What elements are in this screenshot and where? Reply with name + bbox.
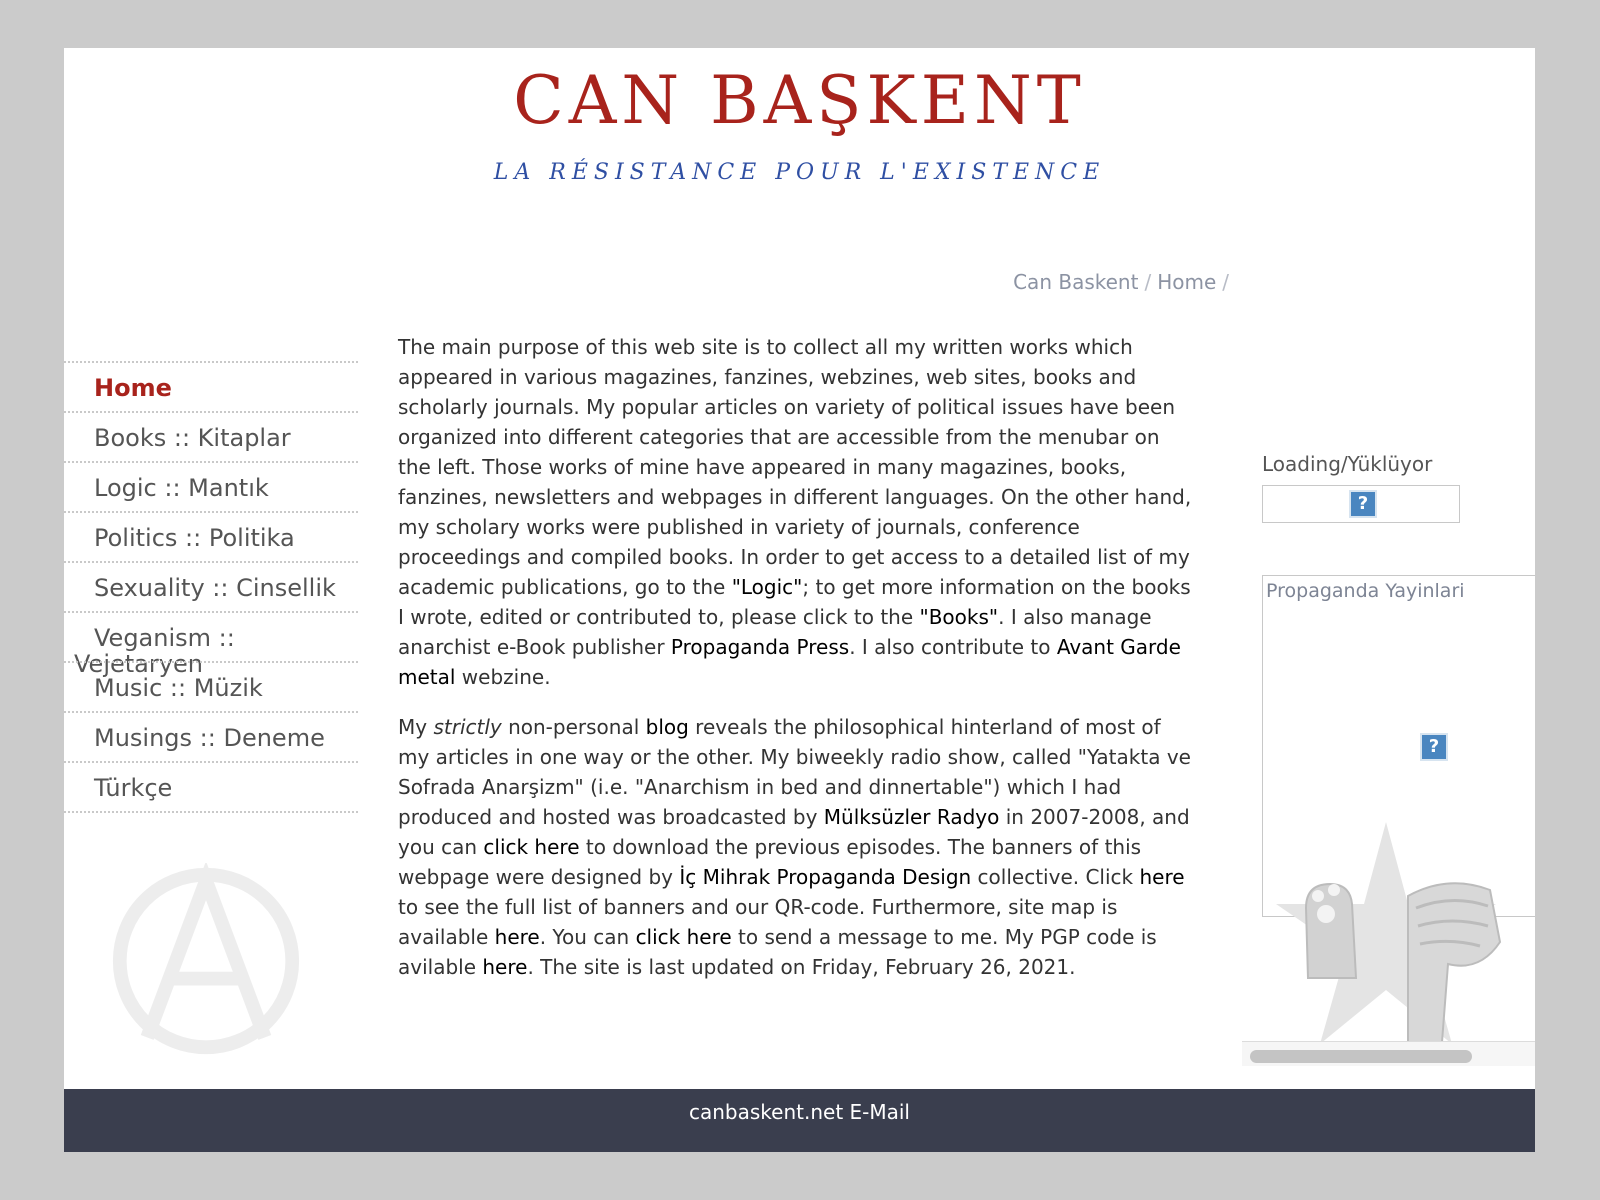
missing-plugin-icon: ? xyxy=(1420,733,1448,761)
blog-paragraph xyxy=(398,712,1198,982)
text: The main purpose of this web site is to collect all my written works which appeared in various magazines, fanzines, webzines, web sites, books and scholarly journals. My popular articles on variety of political issues have been organized into different categories that are accessible from the menubar on the left. Those works of mine have appeared in many magazines, books, fanzines, newsletters and webpages in different languages. On the other hand, my scholary works were published in variety of journals, conference proceedings and compiled books. In order to get access to a detailed list of my academic publications, go to the xyxy=(398,335,1192,599)
contact-link[interactable]: click here xyxy=(635,925,732,949)
ic-mihrak-link[interactable]: İç Mihrak Propaganda Design xyxy=(679,865,972,889)
main-content xyxy=(398,332,1198,1002)
text: non-personal xyxy=(501,715,646,739)
text: webzine. xyxy=(455,665,551,689)
mulksuzler-radyo-link[interactable]: Mülksüzler Radyo xyxy=(823,805,1000,829)
propaganda-press-link[interactable]: Propaganda Press xyxy=(670,635,850,659)
sidebar-item-turkce[interactable]: Türkçe xyxy=(64,761,358,813)
sidebar-item-veganism-line1: Veganism :: xyxy=(94,624,235,652)
page xyxy=(64,48,1535,1152)
sidebar-nav xyxy=(64,361,358,813)
intro-paragraph xyxy=(398,332,1198,692)
text: reveals the philosophical hinterland of most of my articles in one way or the other. My biweekly radio show, called "Yatakta ve Sofrada Anarşizm" (i.e. "Anarchism in bed and dinnertable") which I had produced and hosted was broadcasted by xyxy=(398,715,1191,829)
anarchy-symbol-icon xyxy=(108,863,304,1059)
text: to send a message to me. My PGP code is avilable xyxy=(398,925,1157,979)
text: to see the full list of banners and our QR-code. Furthermore, site map is available xyxy=(398,895,1118,949)
emphasis-text: strictly xyxy=(433,715,502,739)
sidebar-item-music[interactable]: Music :: Müzik xyxy=(64,661,358,711)
logic-link[interactable]: "Logic" xyxy=(731,575,803,599)
sidebar-item-books[interactable]: Books :: Kitaplar xyxy=(64,411,358,461)
sidebar-item-logic[interactable]: Logic :: Mantık xyxy=(64,461,358,511)
sidebar-item-veganism-line2: Vejetaryen xyxy=(74,650,203,678)
text: . I also contribute to xyxy=(849,635,1057,659)
widget-title: Propaganda Yayinlari xyxy=(1266,580,1465,602)
loading-embed[interactable] xyxy=(1262,485,1460,523)
loading-label: Loading/Yüklüyor xyxy=(1262,452,1433,476)
blog-link[interactable]: blog xyxy=(645,715,689,739)
pgp-link[interactable]: here xyxy=(482,955,528,979)
text: collective. Click xyxy=(971,865,1140,889)
banners-link[interactable]: here xyxy=(1139,865,1185,889)
sidebar-item-politics[interactable]: Politics :: Politika xyxy=(64,511,358,561)
missing-plugin-icon: ? xyxy=(1349,490,1377,518)
star-fist-emblem-icon xyxy=(1248,818,1524,1048)
text: to download the previous episodes. The banners of this webpage were designed by xyxy=(398,835,1142,889)
sidebar-item-musings[interactable]: Musings :: Deneme xyxy=(64,711,358,761)
breadcrumb-item-home[interactable]: Home xyxy=(1157,270,1217,294)
horizontal-scrollbar[interactable] xyxy=(1242,1041,1535,1066)
breadcrumb xyxy=(1013,270,1235,294)
text: in 2007-2008, and you can xyxy=(398,805,1190,859)
sidebar-item-home[interactable]: Home xyxy=(64,361,358,411)
episodes-download-link[interactable]: click here xyxy=(483,835,580,859)
breadcrumb-separator: / xyxy=(1144,270,1152,294)
sidebar-item-sexuality[interactable]: Sexuality :: Cinsellik xyxy=(64,561,358,611)
text: . The site is last updated on Friday, February 26, 2021. xyxy=(527,955,1076,979)
text: . You can xyxy=(539,925,636,949)
scrollbar-thumb[interactable] xyxy=(1250,1050,1472,1063)
site-tagline: LA RÉSISTANCE POUR L'EXISTENCE xyxy=(493,160,1106,185)
text: . I also manage anarchist e-Book publisher xyxy=(398,605,1152,659)
footer-links[interactable]: canbaskent.net E-Mail xyxy=(688,1100,910,1124)
avant-garde-metal-link[interactable]: Avant Garde metal xyxy=(398,635,1181,689)
text: My xyxy=(398,715,434,739)
site-map-link[interactable]: here xyxy=(494,925,540,949)
breadcrumb-item-can-baskent[interactable]: Can Baskent xyxy=(1013,270,1139,294)
site-title[interactable]: CAN BAŞKENT xyxy=(513,62,1086,139)
books-link[interactable]: "Books" xyxy=(919,605,999,629)
breadcrumb-separator: / xyxy=(1222,270,1229,294)
text: ; to get more information on the books I wrote, edited or contributed to, please click to the xyxy=(398,575,1191,629)
footer xyxy=(64,1089,1535,1152)
sidebar-item-veganism[interactable] xyxy=(64,611,358,678)
